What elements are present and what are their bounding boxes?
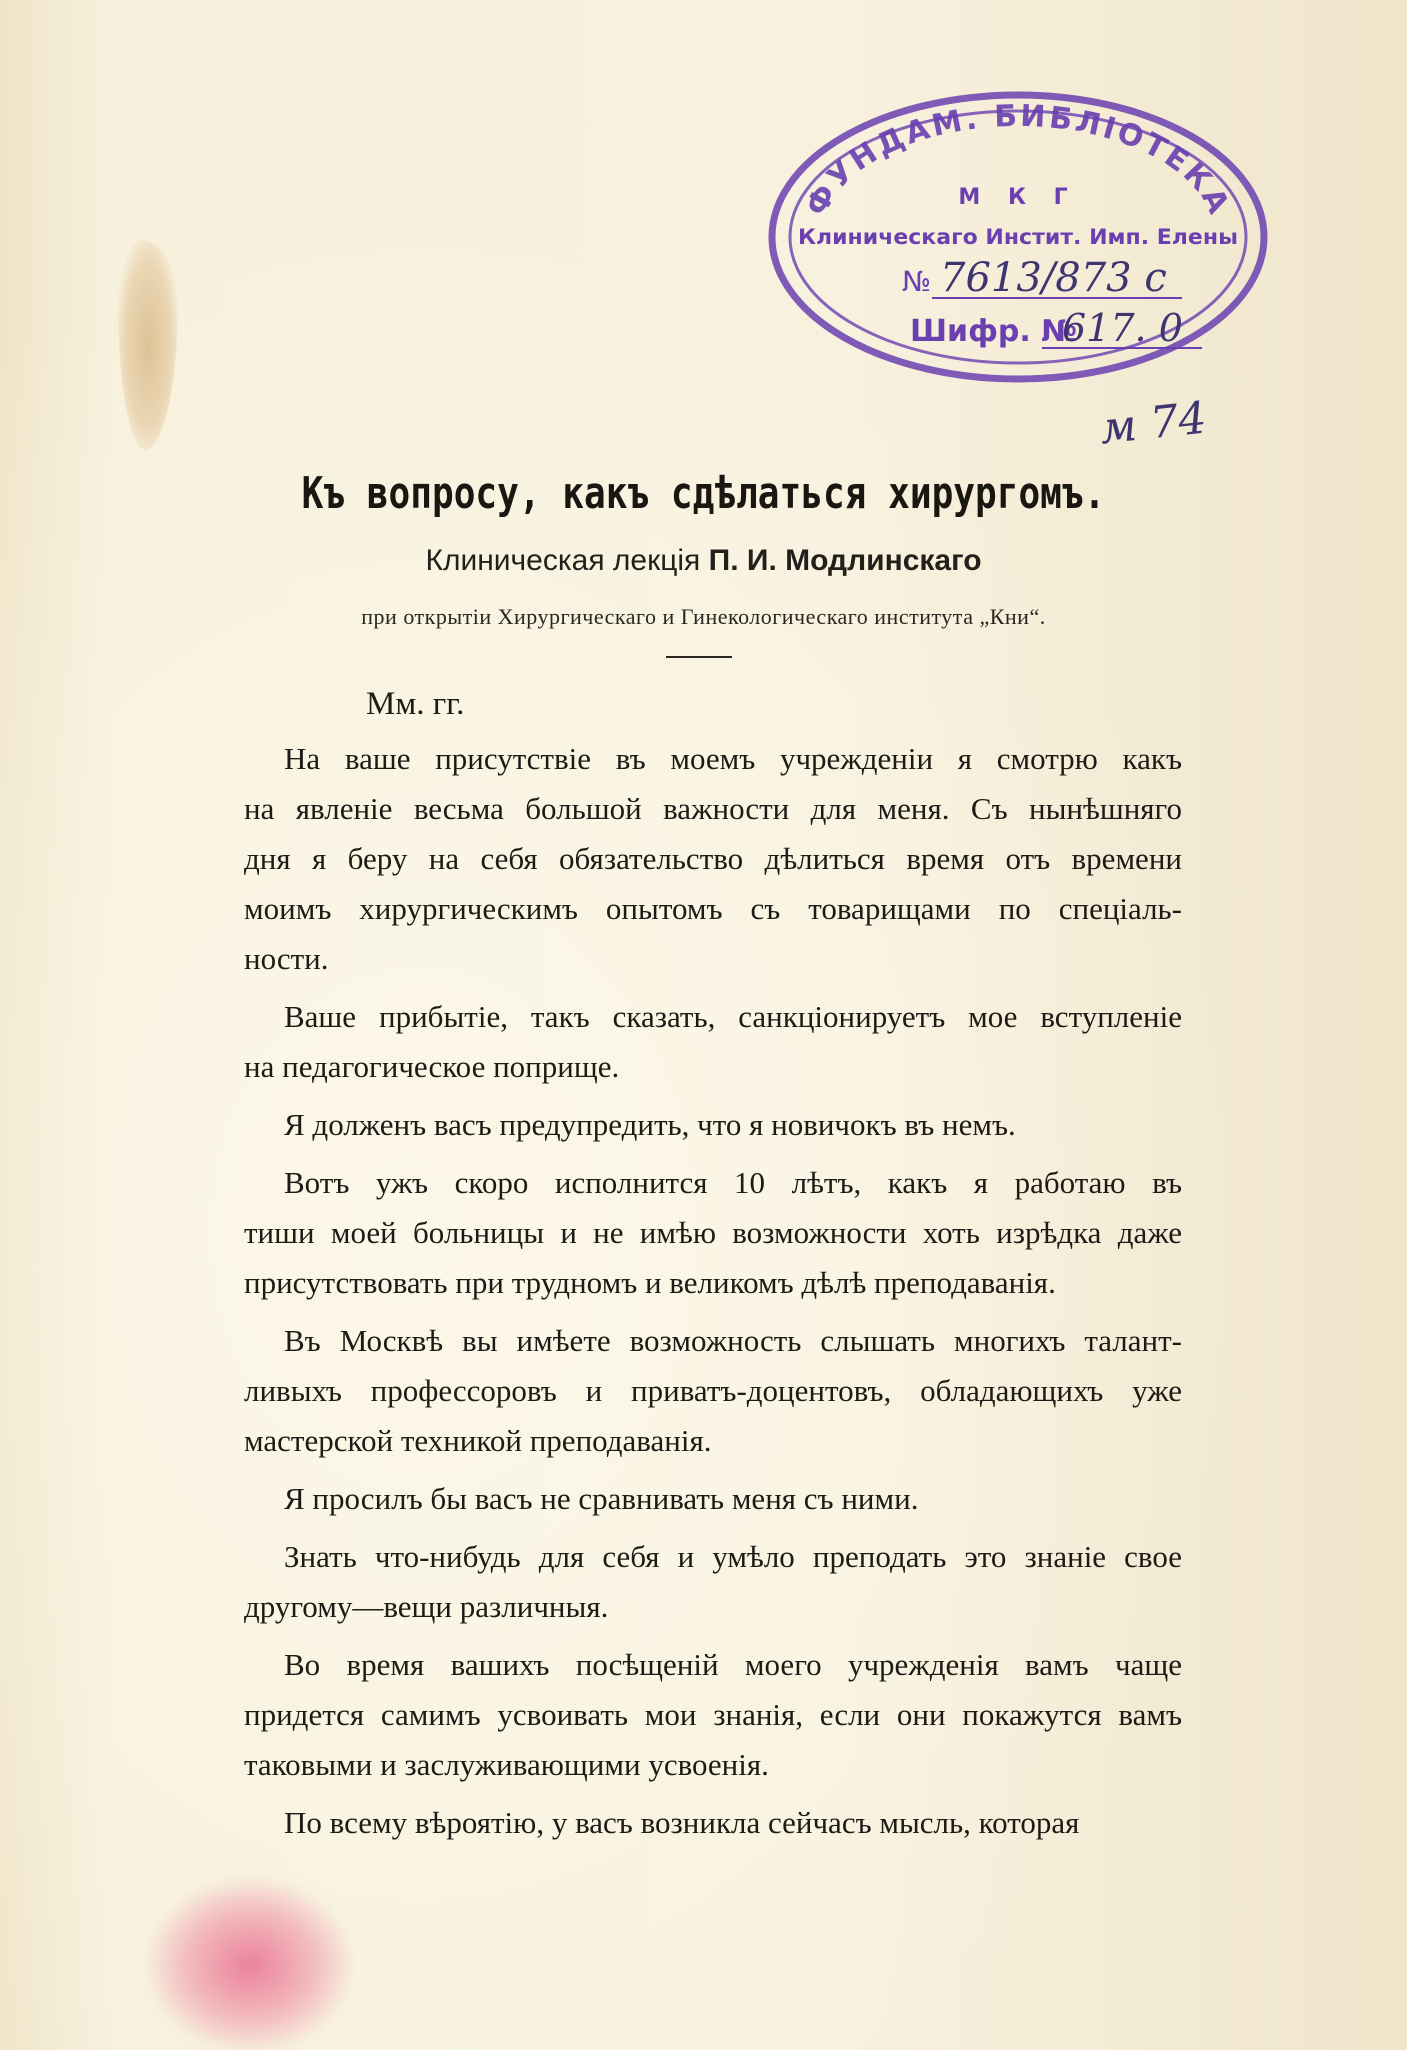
- text-line: По всему вѣроятію, у васъ возникла сейчасъ мысль, которая: [284, 1805, 1080, 1840]
- salutation: Мм. гг.: [366, 686, 465, 722]
- text-line: Я просилъ бы васъ не сравнивать меня съ ними.: [284, 1481, 919, 1516]
- paragraph: [204, 1474, 1182, 1524]
- stamp-cipher-value: 617. 0: [1062, 306, 1183, 350]
- text-line: ливыхъ профессоровъ и приватъ-доцентовъ, обладающихъ уже: [244, 1373, 1182, 1408]
- paragraph: [204, 1640, 1182, 1790]
- stamp-top-text: ФУНДАМ. БИБЛІОТЕКА: [799, 98, 1237, 222]
- subline: при открытіи Хирургическаго и Гинекологическаго института „Кни“.: [361, 604, 1046, 629]
- text-line: другому—вещи различныя.: [244, 1589, 609, 1624]
- paragraph: [204, 1798, 1182, 1848]
- text-line: дня я беру на себя обязательство дѣлиться время отъ времени: [244, 841, 1182, 876]
- subtitle: [0, 544, 1407, 578]
- body-text: [204, 734, 1182, 1856]
- subtitle-author: П. И. Модлинскаго: [708, 544, 982, 577]
- paragraph: [204, 1316, 1182, 1466]
- text-line: Знать что-нибудь для себя и умѣло преподать это знаніе свое: [284, 1539, 1182, 1574]
- paragraph: [204, 992, 1182, 1092]
- paragraph: [204, 734, 1182, 984]
- stamp-cipher-label: Шифр. №: [910, 314, 1078, 349]
- stamp-abbrev: М К Г: [958, 185, 1078, 210]
- text-line: на педагогическое поприще.: [244, 1049, 620, 1084]
- paragraph: [204, 1100, 1182, 1150]
- paper-stain: [118, 240, 178, 450]
- handwritten-mark: м 74: [1097, 392, 1209, 455]
- stamp-institute-text: Клиническаго Инстит. Имп. Елены: [798, 225, 1238, 249]
- subtitle-prefix: Клиническая лекція: [425, 544, 701, 577]
- text-line: На ваше присутствіе въ моемъ учрежденіи я смотрю какъ: [284, 741, 1182, 776]
- text-line: на явленіе весьма большой важности для меня. Съ нынѣшняго: [244, 791, 1182, 826]
- text-line: моимъ хирургическимъ опытомъ съ товарищами по спеціаль-: [244, 891, 1182, 926]
- pink-stain: [150, 1880, 350, 2050]
- stamp-number-label: №: [902, 265, 932, 298]
- text-line: ности.: [244, 941, 329, 976]
- text-line: тиши моей больницы и не имѣю возможности хоть изрѣдка даже: [244, 1215, 1182, 1250]
- text-line: таковыми и заслуживающими усвоенія.: [244, 1747, 769, 1782]
- stamp-number-value: 7613/873 с: [940, 255, 1167, 301]
- page-title: Къ вопросу, какъ сдѣлаться хирургомъ.: [301, 468, 1106, 519]
- text-line: мастерской техникой преподаванія.: [244, 1423, 712, 1458]
- divider: [666, 656, 732, 658]
- paragraph: [204, 1158, 1182, 1308]
- paragraph: [204, 1532, 1182, 1632]
- text-line: Ваше прибытіе, такъ сказать, санкціонируетъ мое вступленіе: [284, 999, 1182, 1034]
- text-line: придется самимъ усвоивать мои знанія, если они покажутся вамъ: [244, 1697, 1182, 1732]
- text-line: Я долженъ васъ предупредить, что я новичокъ въ немъ.: [284, 1107, 1016, 1142]
- text-line: Вотъ ужъ скоро исполнится 10 лѣтъ, какъ я работаю въ: [284, 1165, 1182, 1200]
- text-line: Во время вашихъ посѣщеній моего учрежденія вамъ чаще: [284, 1647, 1182, 1682]
- text-line: Въ Москвѣ вы имѣете возможность слышать многихъ талант-: [284, 1323, 1182, 1358]
- text-line: присутствовать при трудномъ и великомъ дѣлѣ преподаванія.: [244, 1265, 1056, 1300]
- library-stamp: [762, 86, 1274, 388]
